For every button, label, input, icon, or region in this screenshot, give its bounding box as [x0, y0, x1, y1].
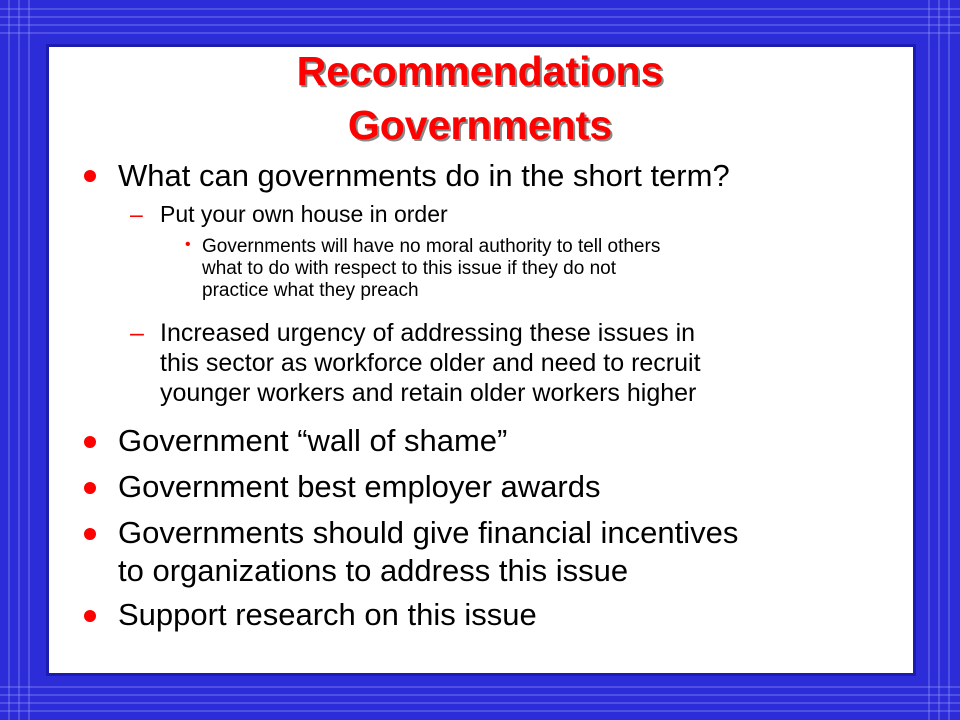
bullet-marker: [84, 170, 96, 182]
bullet-3: Government best employer awards: [118, 469, 601, 504]
bullet-4-line-2: to organizations to address this issue: [118, 553, 629, 588]
bullet-marker: [84, 528, 96, 540]
sub-bullet-1: Put your own house in order: [160, 201, 448, 227]
bullet-marker: [84, 482, 96, 494]
frame-stripe: [0, 16, 960, 18]
frame-stripe: [0, 694, 960, 696]
sub-bullet-2-line-3: younger workers and retain older workers higher: [160, 379, 697, 407]
slide-title-line-1: Recommendations: [296, 48, 664, 94]
sub-bullet-2-line-1: Increased urgency of addressing these issues in: [160, 319, 696, 347]
bullet-4-line-1: Governments should give financial incentives: [118, 515, 739, 550]
sub-sub-bullet-line-2: what to do with respect to this issue if they do not: [202, 258, 617, 279]
sub-bullet-2-line-2: this sector as workforce older and need to recruit: [160, 349, 701, 377]
frame-stripe: [0, 32, 960, 34]
sub-sub-bullet-line-1: Governments will have no moral authority to tell others: [202, 236, 661, 257]
frame-stripe: [0, 24, 960, 26]
frame-stripe: [0, 710, 960, 712]
slide-title-line-2: Governments: [347, 102, 613, 148]
dash-marker: –: [130, 319, 144, 347]
dot-marker: •: [185, 236, 191, 253]
bullet-2: Government “wall of shame”: [118, 423, 508, 458]
bullet-marker: [84, 610, 96, 622]
bullet-marker: [84, 436, 96, 448]
frame-stripe: [0, 702, 960, 704]
sub-sub-bullet-line-3: practice what they preach: [202, 280, 419, 301]
bullet-1: What can governments do in the short term?: [118, 158, 730, 193]
dash-marker: –: [130, 201, 143, 227]
bullet-5: Support research on this issue: [118, 597, 537, 632]
frame-stripe: [0, 686, 960, 688]
frame-stripe: [0, 8, 960, 10]
